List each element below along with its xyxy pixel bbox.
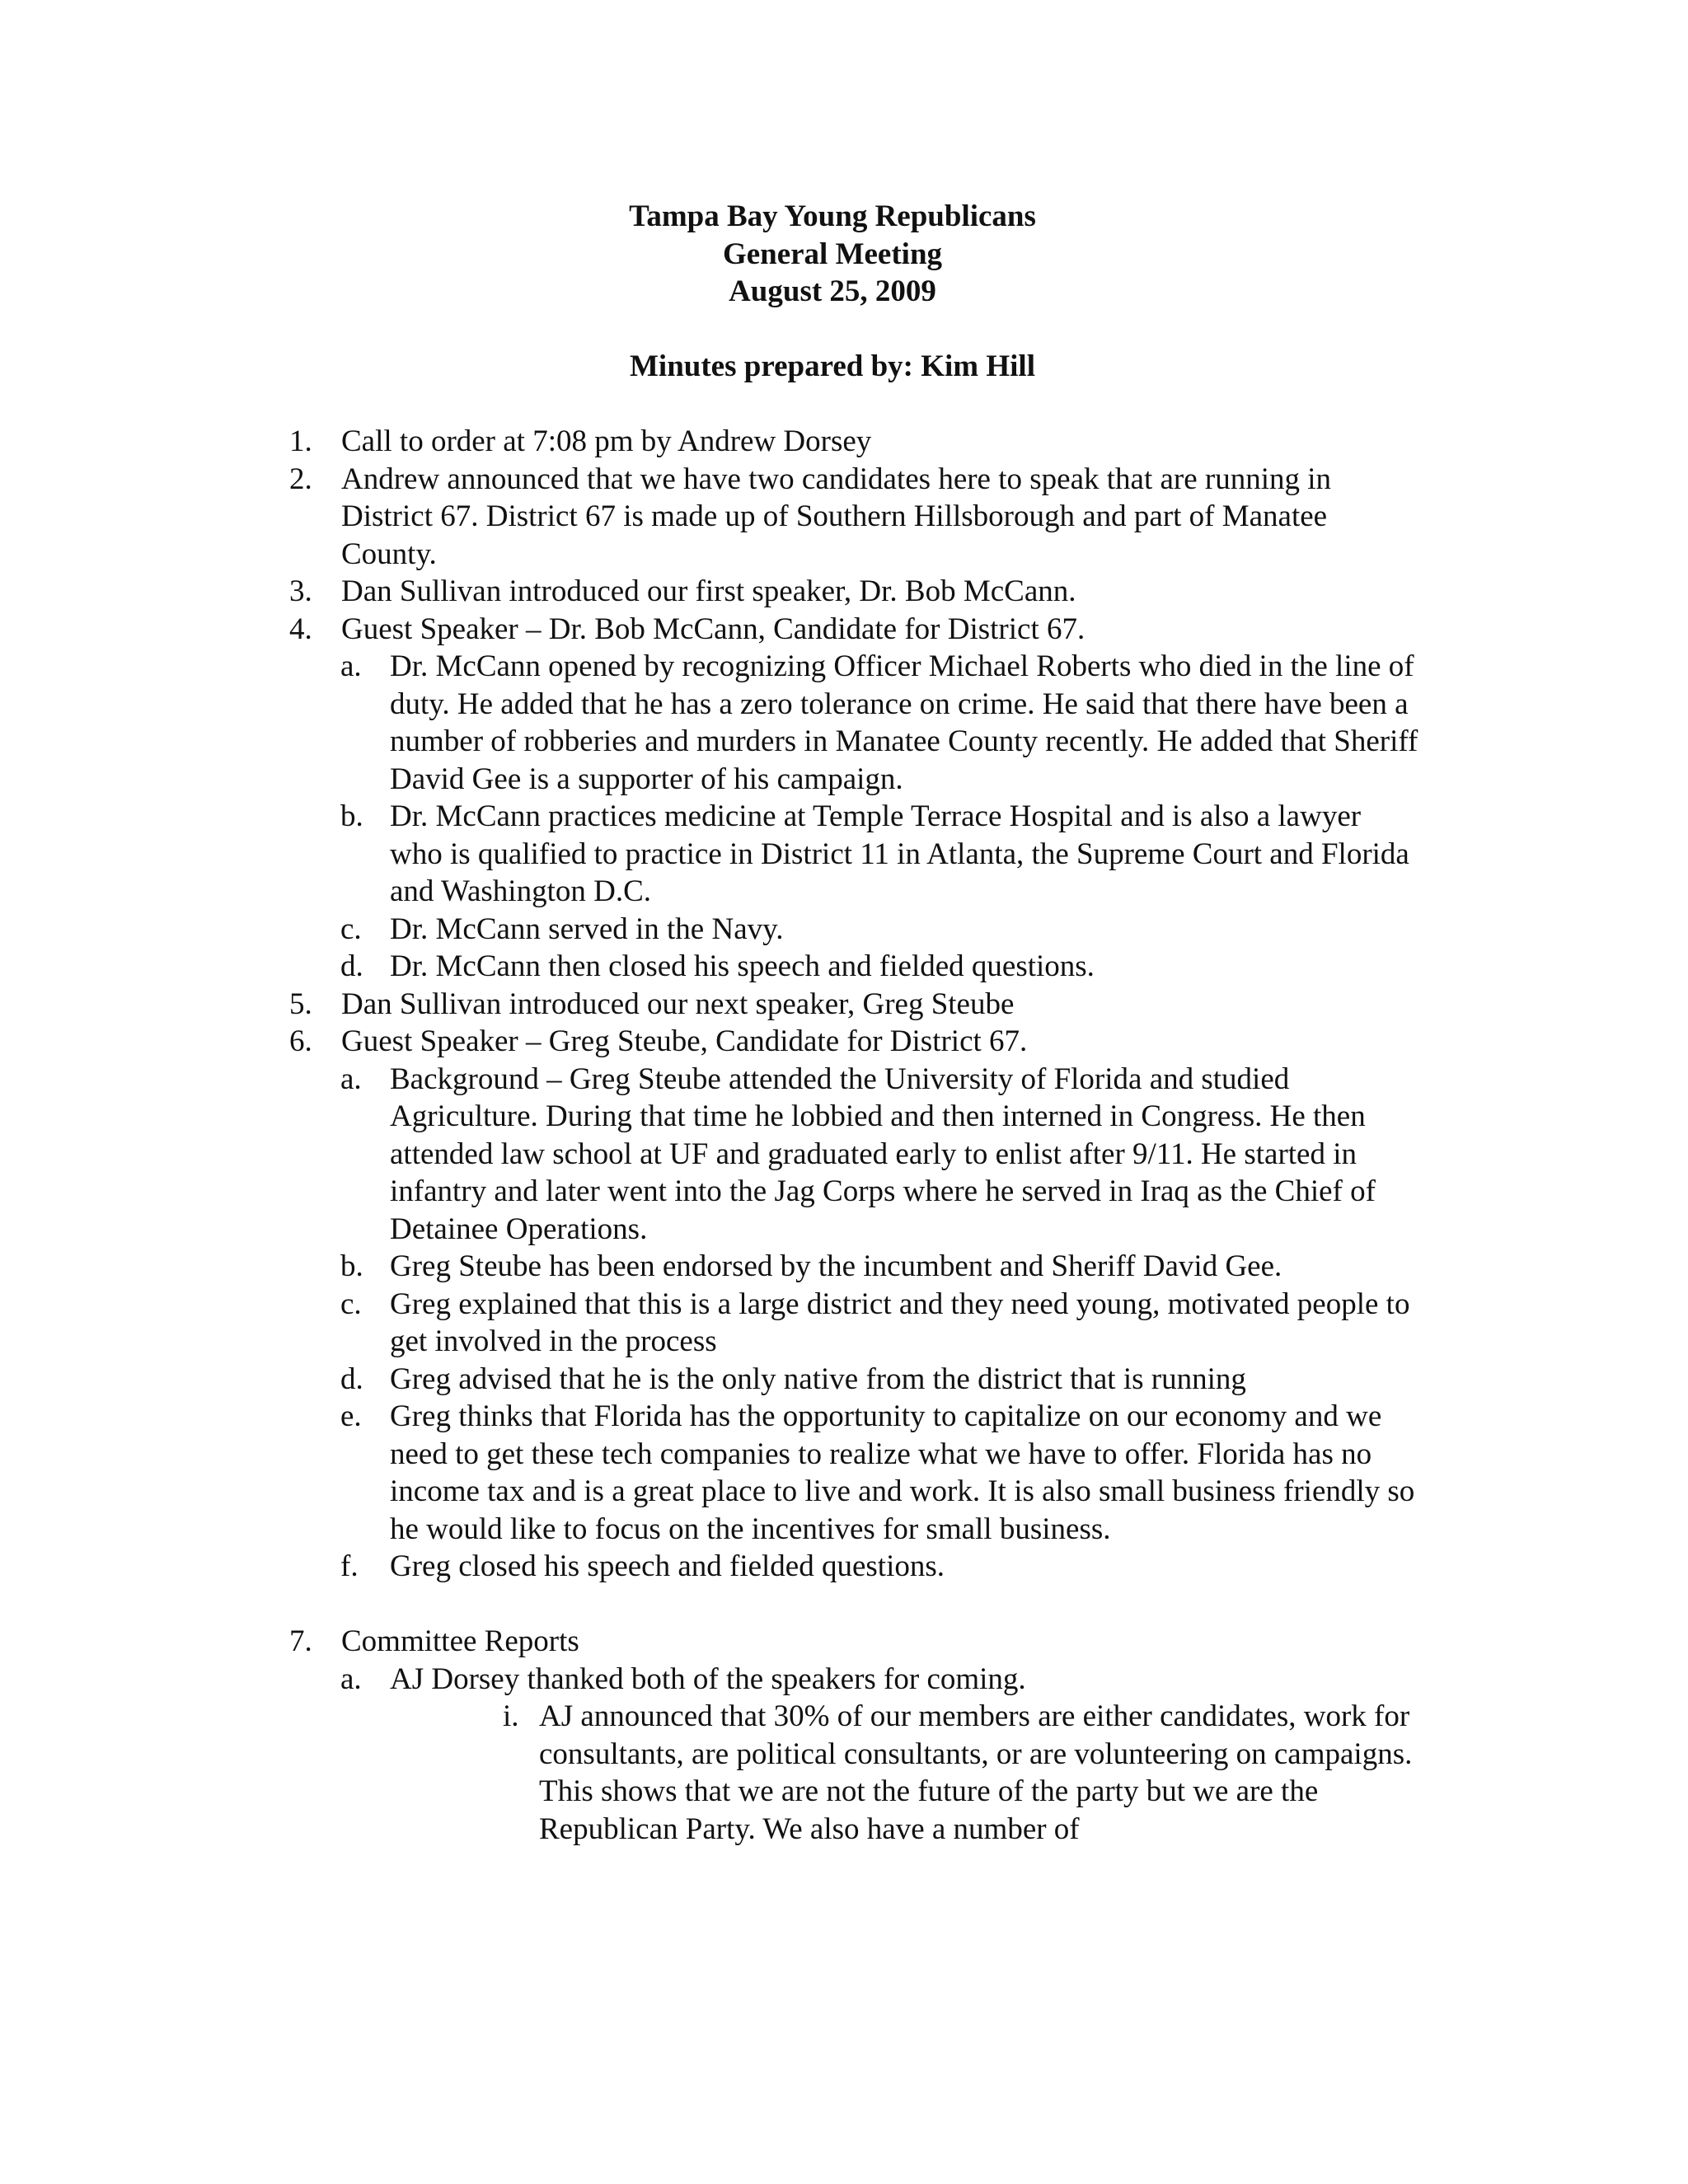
item-number: 2. <box>289 462 312 496</box>
minutes-subitem-4b <box>0 798 1421 911</box>
subitem-text: Dr. McCann practices medicine at Temple Terrace Hospital and is also a lawyer who is qualified to practice in District 11 in Atlanta, the Supreme Court and Florida and Washington D.C. <box>390 799 1409 908</box>
minutes-subitem-6a <box>0 1061 1421 1249</box>
minutes-subitem-4a <box>0 648 1421 798</box>
item-text: Committee Reports <box>341 1624 579 1658</box>
subitem-letter: b. <box>340 799 363 833</box>
item-number: 6. <box>289 1024 312 1058</box>
minutes-subitem-6f <box>0 1548 1421 1586</box>
item-text: Dan Sullivan introduced our next speaker, Greg Steube <box>341 987 1015 1021</box>
subitem-letter: f. <box>340 1549 359 1583</box>
prepared-by: Minutes prepared by: Kim Hill <box>630 349 1035 383</box>
subitem-letter: b. <box>340 1249 363 1283</box>
minutes-list <box>0 423 1688 1848</box>
minutes-subitem-6e <box>0 1398 1421 1548</box>
subitem-text: Greg thinks that Florida has the opportunity to capitalize on our economy and we need to get these tech companies to realize what we have to offer. Florida has no income tax and is a great place to live and work. It is also small business friendly so he would like to focus on the incentives for small business. <box>390 1399 1415 1546</box>
organization-title: Tampa Bay Young Republicans <box>629 199 1036 233</box>
minutes-item-2 <box>0 461 1421 574</box>
subitem-text: Greg closed his speech and fielded questions. <box>390 1549 945 1583</box>
minutes-subitem-6d <box>0 1361 1421 1399</box>
item-number: 3. <box>289 574 312 608</box>
minutes-item-7 <box>0 1623 1421 1661</box>
subitem-letter: c. <box>340 1286 362 1321</box>
meeting-title: General Meeting <box>722 237 943 271</box>
subitem-text: AJ Dorsey thanked both of the speakers for coming. <box>390 1661 1026 1696</box>
subitem-text: Greg advised that he is the only native from the district that is running <box>390 1361 1246 1396</box>
minutes-subitem-7a <box>0 1661 1421 1699</box>
item-text: Call to order at 7:08 pm by Andrew Dorsey <box>341 424 872 458</box>
minutes-item-5 <box>0 986 1421 1024</box>
meeting-date: August 25, 2009 <box>729 274 936 308</box>
minutes-item-1 <box>0 423 1421 461</box>
subitem-text: Dr. McCann served in the Navy. <box>390 912 784 946</box>
subitem-text: Greg explained that this is a large district and they need young, motivated people to get involved in the process <box>390 1286 1410 1358</box>
minutes-item-4 <box>0 611 1421 649</box>
subitem-text: Dr. McCann then closed his speech and fielded questions. <box>390 949 1095 983</box>
item-number: 4. <box>289 612 312 646</box>
subsubitem-numeral: i. <box>503 1699 519 1733</box>
subsubitem-text: AJ announced that 30% of our members are either candidates, work for consultants, are political consultants, or are volunteering on campaigns. This shows that we are not the future of the party but we are the Republican Party. We also have a number of <box>539 1699 1413 1846</box>
subitem-letter: c. <box>340 912 362 946</box>
subitem-text: Dr. McCann opened by recognizing Officer Michael Roberts who died in the line of duty. He added that he has a zero tolerance on crime. He said that there have been a number of robberies and murders in Manatee County recently. He added that Sheriff David Gee is a supporter of his campaign. <box>390 649 1418 796</box>
item-text: Andrew announced that we have two candidates here to speak that are running in District 67. District 67 is made up of Southern Hillsborough and part of Manatee County. <box>341 462 1332 571</box>
item-text: Dan Sullivan introduced our first speaker, Dr. Bob McCann. <box>341 574 1076 608</box>
document-header <box>0 198 1665 386</box>
minutes-subitem-6b <box>0 1248 1421 1286</box>
subitem-letter: d. <box>340 1361 363 1396</box>
minutes-subitem-6c <box>0 1286 1421 1361</box>
minutes-subitem-4d <box>0 948 1421 986</box>
subitem-letter: a. <box>340 1062 362 1096</box>
subitem-text: Greg Steube has been endorsed by the incumbent and Sheriff David Gee. <box>390 1249 1282 1283</box>
subitem-letter: a. <box>340 649 362 683</box>
minutes-item-6 <box>0 1023 1421 1061</box>
minutes-subitem-4c <box>0 911 1421 949</box>
subitem-letter: d. <box>340 949 363 983</box>
subitem-letter: e. <box>340 1399 362 1433</box>
subitem-letter: a. <box>340 1661 362 1696</box>
item-number: 1. <box>289 424 312 458</box>
minutes-item-3 <box>0 573 1421 611</box>
subitem-text: Background – Greg Steube attended the University of Florida and studied Agriculture. During that time he lobbied and then interned in Congress. He then attended law school at UF and graduated early to enlist after 9/11. He started in infantry and later went into the Jag Corps where he served in Iraq as the Chief of Detainee Operations. <box>390 1062 1376 1246</box>
item-number: 7. <box>289 1624 312 1658</box>
item-text: Guest Speaker – Dr. Bob McCann, Candidate for District 67. <box>341 612 1085 646</box>
item-number: 5. <box>289 987 312 1021</box>
blank-line <box>0 1586 1688 1624</box>
minutes-subsubitem-7a-i <box>0 1698 1421 1848</box>
item-text: Guest Speaker – Greg Steube, Candidate for District 67. <box>341 1024 1028 1058</box>
